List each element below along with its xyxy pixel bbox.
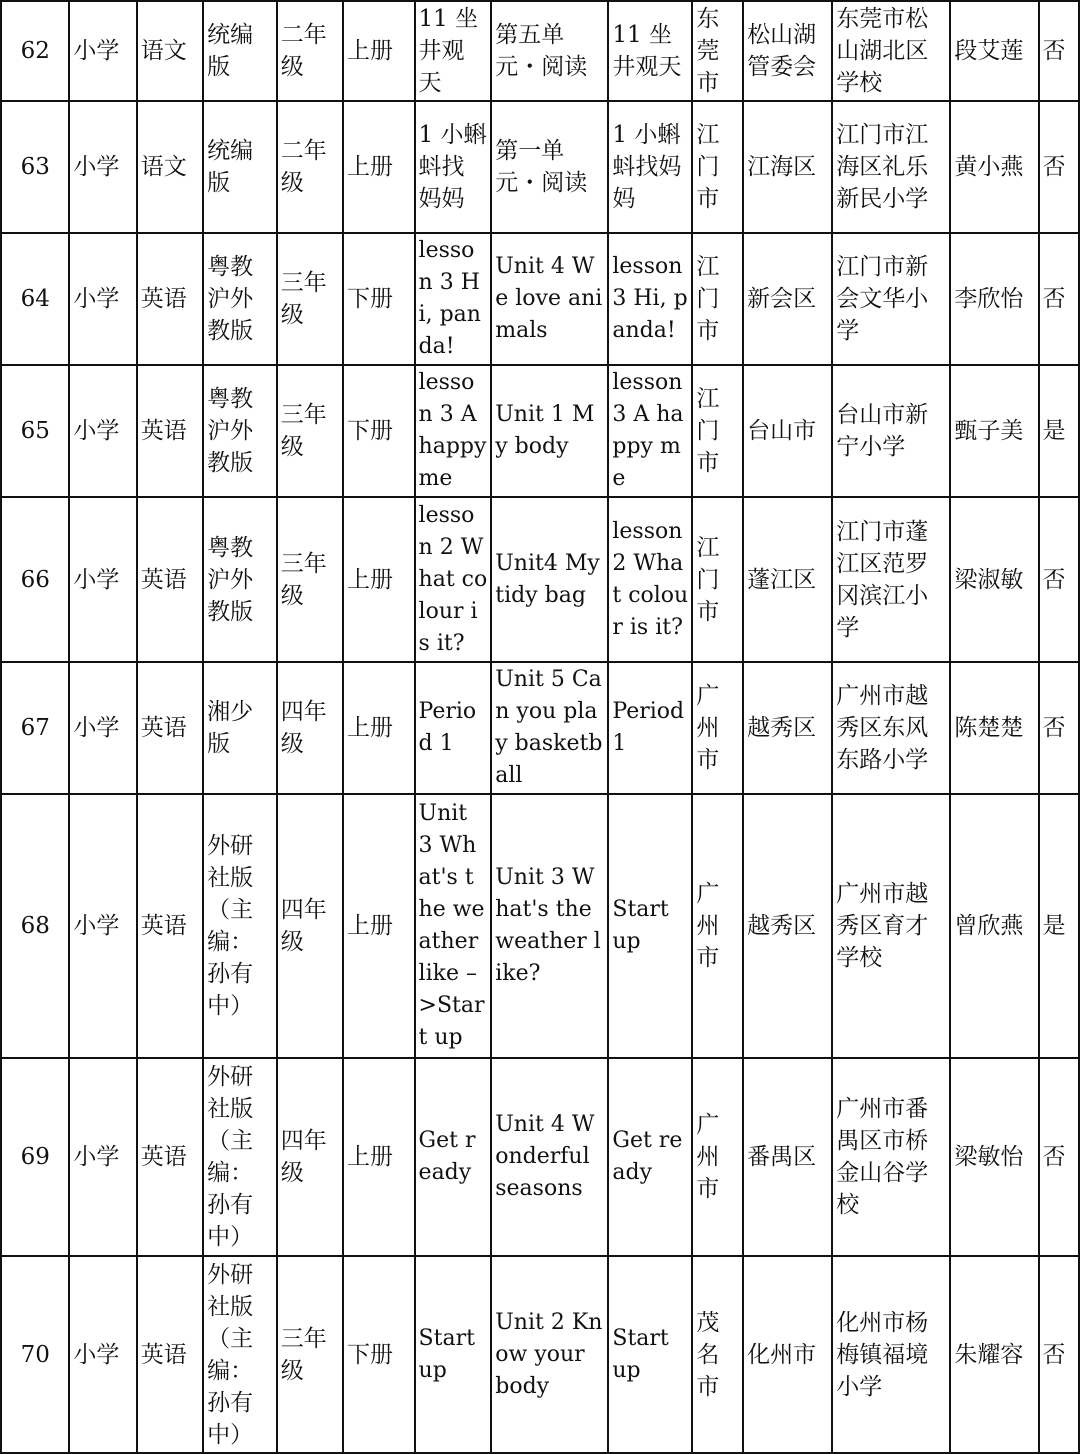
district-cell: 松山湖管委会 <box>743 1 832 101</box>
grade-cell: 二年级 <box>277 1 343 101</box>
school-name-cell: 江门市蓬江区范罗冈滨江小学 <box>832 497 950 662</box>
lesson-title-cell: lesson 3 A happy me <box>415 365 492 497</box>
subject-cell: 语文 <box>137 101 203 233</box>
row-number-cell: 69 <box>1 1058 69 1256</box>
lesson-title-cell: Start up <box>415 1256 492 1453</box>
unit-title-cell: Unit 5 Can you play basketball <box>491 662 608 794</box>
unit-title-cell: Unit4 My tidy bag <box>491 497 608 662</box>
textbook-edition-cell: 湘少版 <box>203 662 277 794</box>
flag-cell: 是 <box>1039 365 1080 497</box>
flag-cell: 否 <box>1039 1058 1080 1256</box>
school-stage-cell: 小学 <box>69 101 136 233</box>
school-stage-cell: 小学 <box>69 365 136 497</box>
district-cell: 蓬江区 <box>743 497 832 662</box>
subject-cell: 英语 <box>137 233 203 365</box>
teacher-name-cell: 段艾莲 <box>950 1 1038 101</box>
subject-cell: 英语 <box>137 497 203 662</box>
lesson-title-cell: lesson 3 Hi, panda! <box>415 233 492 365</box>
district-cell: 越秀区 <box>743 794 832 1058</box>
city-cell: 茂名市 <box>692 1256 743 1453</box>
grade-cell: 三年级 <box>277 497 343 662</box>
school-name-cell: 广州市番禺区市桥金山谷学校 <box>832 1058 950 1256</box>
teacher-name-cell: 梁淑敏 <box>950 497 1038 662</box>
district-cell: 化州市 <box>743 1256 832 1453</box>
row-number-cell: 68 <box>1 794 69 1058</box>
school-name-cell: 广州市越秀区东风东路小学 <box>832 662 950 794</box>
school-stage-cell: 小学 <box>69 1058 136 1256</box>
lesson-title-cell: Unit 3 What's the weather like –>Start up <box>415 794 492 1058</box>
lesson-topic-cell: 11 坐井观天 <box>608 1 692 101</box>
row-number-cell: 64 <box>1 233 69 365</box>
volume-cell: 上册 <box>343 101 415 233</box>
district-cell: 番禺区 <box>743 1058 832 1256</box>
teacher-name-cell: 李欣怡 <box>950 233 1038 365</box>
textbook-edition-cell: 外研社版（主编：孙有中） <box>203 794 277 1058</box>
volume-cell: 上册 <box>343 1 415 101</box>
lesson-topic-cell: Period 1 <box>608 662 692 794</box>
grade-cell: 三年级 <box>277 365 343 497</box>
district-cell: 新会区 <box>743 233 832 365</box>
district-cell: 江海区 <box>743 101 832 233</box>
table-row <box>1 497 1079 662</box>
lesson-title-cell: 11 坐井观天 <box>415 1 492 101</box>
textbook-edition-cell: 统编版 <box>203 1 277 101</box>
lesson-topic-cell: lesson 3 Hi, panda! <box>608 233 692 365</box>
lesson-topic-cell: lesson 2 What colour is it? <box>608 497 692 662</box>
lesson-title-cell: Get ready <box>415 1058 492 1256</box>
row-number-cell: 70 <box>1 1256 69 1453</box>
row-number-cell: 66 <box>1 497 69 662</box>
school-name-cell: 东莞市松山湖北区学校 <box>832 1 950 101</box>
volume-cell: 上册 <box>343 662 415 794</box>
table-row <box>1 794 1079 1058</box>
row-number-cell: 62 <box>1 1 69 101</box>
subject-cell: 英语 <box>137 365 203 497</box>
flag-cell: 否 <box>1039 1 1080 101</box>
lesson-topic-cell: Get ready <box>608 1058 692 1256</box>
textbook-edition-cell: 外研社版（主编：孙有中） <box>203 1256 277 1453</box>
school-stage-cell: 小学 <box>69 497 136 662</box>
subject-cell: 英语 <box>137 1058 203 1256</box>
unit-title-cell: Unit 1 My body <box>491 365 608 497</box>
district-cell: 台山市 <box>743 365 832 497</box>
row-number-cell: 65 <box>1 365 69 497</box>
textbook-edition-cell: 粤教沪外教版 <box>203 365 277 497</box>
city-cell: 广州市 <box>692 794 743 1058</box>
school-stage-cell: 小学 <box>69 794 136 1058</box>
city-cell: 东莞市 <box>692 1 743 101</box>
school-name-cell: 江门市江海区礼乐新民小学 <box>832 101 950 233</box>
unit-title-cell: 第一单元・阅读 <box>491 101 608 233</box>
flag-cell: 否 <box>1039 662 1080 794</box>
flag-cell: 否 <box>1039 1256 1080 1453</box>
table-row <box>1 1256 1079 1453</box>
city-cell: 江门市 <box>692 497 743 662</box>
lesson-topic-cell: Start up <box>608 1256 692 1453</box>
subject-cell: 语文 <box>137 1 203 101</box>
teacher-name-cell: 陈楚楚 <box>950 662 1038 794</box>
unit-title-cell: 第五单元・阅读 <box>491 1 608 101</box>
subject-cell: 英语 <box>137 1256 203 1453</box>
lesson-topic-cell: 1 小蝌蚪找妈妈 <box>608 101 692 233</box>
teacher-name-cell: 梁敏怡 <box>950 1058 1038 1256</box>
table-row <box>1 233 1079 365</box>
lesson-title-cell: 1 小蝌蚪找妈妈 <box>415 101 492 233</box>
textbook-edition-cell: 外研社版（主编：孙有中） <box>203 1058 277 1256</box>
table-row <box>1 1 1079 101</box>
flag-cell: 是 <box>1039 794 1080 1058</box>
flag-cell: 否 <box>1039 233 1080 365</box>
lesson-title-cell: lesson 2 What colour is it? <box>415 497 492 662</box>
row-number-cell: 63 <box>1 101 69 233</box>
volume-cell: 上册 <box>343 497 415 662</box>
lesson-topic-cell: lesson 3 A happy me <box>608 365 692 497</box>
table-row <box>1 365 1079 497</box>
teacher-name-cell: 黄小燕 <box>950 101 1038 233</box>
unit-title-cell: Unit 4 Wonderful seasons <box>491 1058 608 1256</box>
subject-cell: 英语 <box>137 662 203 794</box>
city-cell: 江门市 <box>692 101 743 233</box>
textbook-edition-cell: 统编版 <box>203 101 277 233</box>
volume-cell: 下册 <box>343 365 415 497</box>
grade-cell: 三年级 <box>277 1256 343 1453</box>
table-row <box>1 101 1079 233</box>
table-row <box>1 1058 1079 1256</box>
volume-cell: 下册 <box>343 233 415 365</box>
city-cell: 江门市 <box>692 365 743 497</box>
teacher-name-cell: 朱耀容 <box>950 1256 1038 1453</box>
school-name-cell: 江门市新会文华小学 <box>832 233 950 365</box>
volume-cell: 上册 <box>343 794 415 1058</box>
school-name-cell: 台山市新宁小学 <box>832 365 950 497</box>
grade-cell: 四年级 <box>277 1058 343 1256</box>
lesson-title-cell: Period 1 <box>415 662 492 794</box>
school-stage-cell: 小学 <box>69 233 136 365</box>
teacher-name-cell: 曾欣燕 <box>950 794 1038 1058</box>
school-stage-cell: 小学 <box>69 662 136 794</box>
flag-cell: 否 <box>1039 497 1080 662</box>
city-cell: 广州市 <box>692 662 743 794</box>
city-cell: 江门市 <box>692 233 743 365</box>
subject-cell: 英语 <box>137 794 203 1058</box>
grade-cell: 二年级 <box>277 101 343 233</box>
unit-title-cell: Unit 3 What's the weather like? <box>491 794 608 1058</box>
unit-title-cell: Unit 4 We love animals <box>491 233 608 365</box>
grade-cell: 四年级 <box>277 662 343 794</box>
table-row <box>1 662 1079 794</box>
city-cell: 广州市 <box>692 1058 743 1256</box>
row-number-cell: 67 <box>1 662 69 794</box>
volume-cell: 上册 <box>343 1058 415 1256</box>
school-name-cell: 广州市越秀区育才学校 <box>832 794 950 1058</box>
textbook-edition-cell: 粤教沪外教版 <box>203 497 277 662</box>
school-stage-cell: 小学 <box>69 1256 136 1453</box>
volume-cell: 下册 <box>343 1256 415 1453</box>
school-name-cell: 化州市杨梅镇福境小学 <box>832 1256 950 1453</box>
lesson-topic-cell: Start up <box>608 794 692 1058</box>
teacher-name-cell: 甄子美 <box>950 365 1038 497</box>
district-cell: 越秀区 <box>743 662 832 794</box>
school-stage-cell: 小学 <box>69 1 136 101</box>
grade-cell: 三年级 <box>277 233 343 365</box>
grade-cell: 四年级 <box>277 794 343 1058</box>
unit-title-cell: Unit 2 Know your body <box>491 1256 608 1453</box>
textbook-edition-cell: 粤教沪外教版 <box>203 233 277 365</box>
flag-cell: 否 <box>1039 101 1080 233</box>
